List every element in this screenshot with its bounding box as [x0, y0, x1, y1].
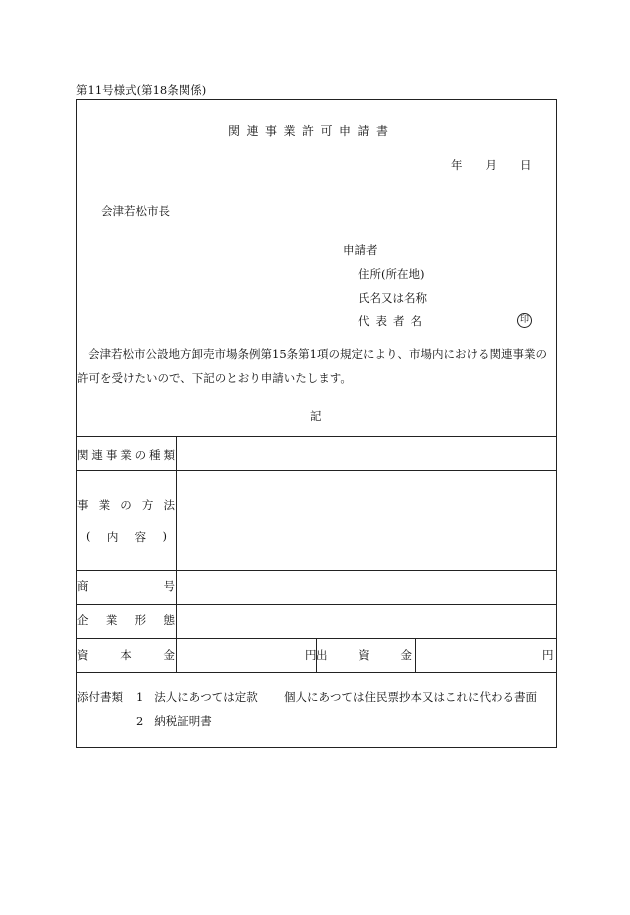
label-char: 関	[77, 448, 89, 462]
label-char: 連	[91, 448, 103, 462]
label-char: 事	[105, 448, 118, 462]
body-text-line-2: 許可を受けたいので、下記のとおり申請いたします。	[77, 371, 352, 385]
trade-name-label	[77, 581, 175, 593]
address-label: 住所(所在地)	[358, 267, 425, 281]
row-divider	[76, 672, 557, 673]
label-char: 号	[163, 579, 175, 593]
table-top-border	[76, 436, 557, 437]
label-char: 資	[77, 648, 89, 662]
label-char: 類	[163, 448, 175, 462]
document-title: 関連事業許可申請書	[228, 124, 395, 138]
label-char: 資	[358, 648, 370, 662]
body-text-line-1: 会津若松市公設地方卸売市場条例第15条第1項の規定により、市場内における関連事業の	[88, 347, 547, 361]
label-char: 本	[120, 648, 132, 662]
business-form-label	[77, 615, 175, 627]
label-char: )	[162, 529, 167, 543]
label-char: 金	[163, 648, 175, 662]
row-divider	[76, 604, 557, 605]
capital-label	[77, 650, 175, 662]
investment-label	[316, 650, 412, 662]
business-method-label	[77, 500, 175, 512]
label-char: 出	[316, 648, 328, 662]
label-char: の	[120, 498, 132, 512]
attachment-item-2-number: 2	[136, 714, 144, 728]
attachment-item-1-text: 法人にあつては定款	[154, 690, 258, 704]
label-char: 態	[163, 613, 175, 627]
attachment-item-1	[136, 692, 258, 704]
representative-label: 代表者名	[358, 314, 428, 328]
investment-yen: 円	[542, 648, 554, 662]
date-field: 年 月 日	[451, 158, 532, 172]
label-char: 金	[400, 648, 412, 662]
business-method-sublabel	[77, 529, 167, 545]
label-char: 方	[141, 498, 154, 512]
label-char: 企	[77, 613, 89, 627]
label-char: 業	[98, 498, 111, 512]
ki-heading: 記	[310, 409, 322, 423]
label-char: 容	[134, 530, 147, 544]
attachment-item-1-number: 1	[136, 690, 144, 704]
invest-divider	[415, 638, 416, 672]
addressee: 会津若松市長	[101, 204, 170, 218]
label-char: (	[86, 529, 91, 543]
applicant-heading: 申請者	[343, 243, 378, 257]
label-char: の	[134, 448, 147, 462]
attachment-item-1-individual: 個人にあつては住民票抄本又はこれに代わる書面	[284, 690, 537, 704]
name-label: 氏名又は名称	[358, 291, 427, 305]
label-char: 内	[106, 530, 119, 544]
attachments-label: 添付書類	[77, 690, 123, 704]
row-divider	[76, 570, 557, 571]
label-column-divider	[176, 436, 177, 672]
row-divider	[76, 470, 557, 471]
attachment-item-2-text: 納税証明書	[154, 714, 212, 728]
label-char: 種	[149, 448, 161, 462]
label-char: 業	[120, 448, 132, 462]
form-reference: 第11号様式(第18条関係)	[76, 83, 207, 97]
seal-mark: 印	[517, 313, 532, 328]
label-char: 商	[77, 579, 89, 593]
label-char: 業	[105, 613, 118, 627]
label-char: 法	[163, 498, 175, 512]
label-char: 形	[134, 613, 147, 627]
attachment-item-2	[136, 716, 212, 728]
business-type-label	[77, 450, 175, 462]
capital-yen: 円	[305, 648, 317, 662]
label-char: 事	[77, 498, 89, 512]
